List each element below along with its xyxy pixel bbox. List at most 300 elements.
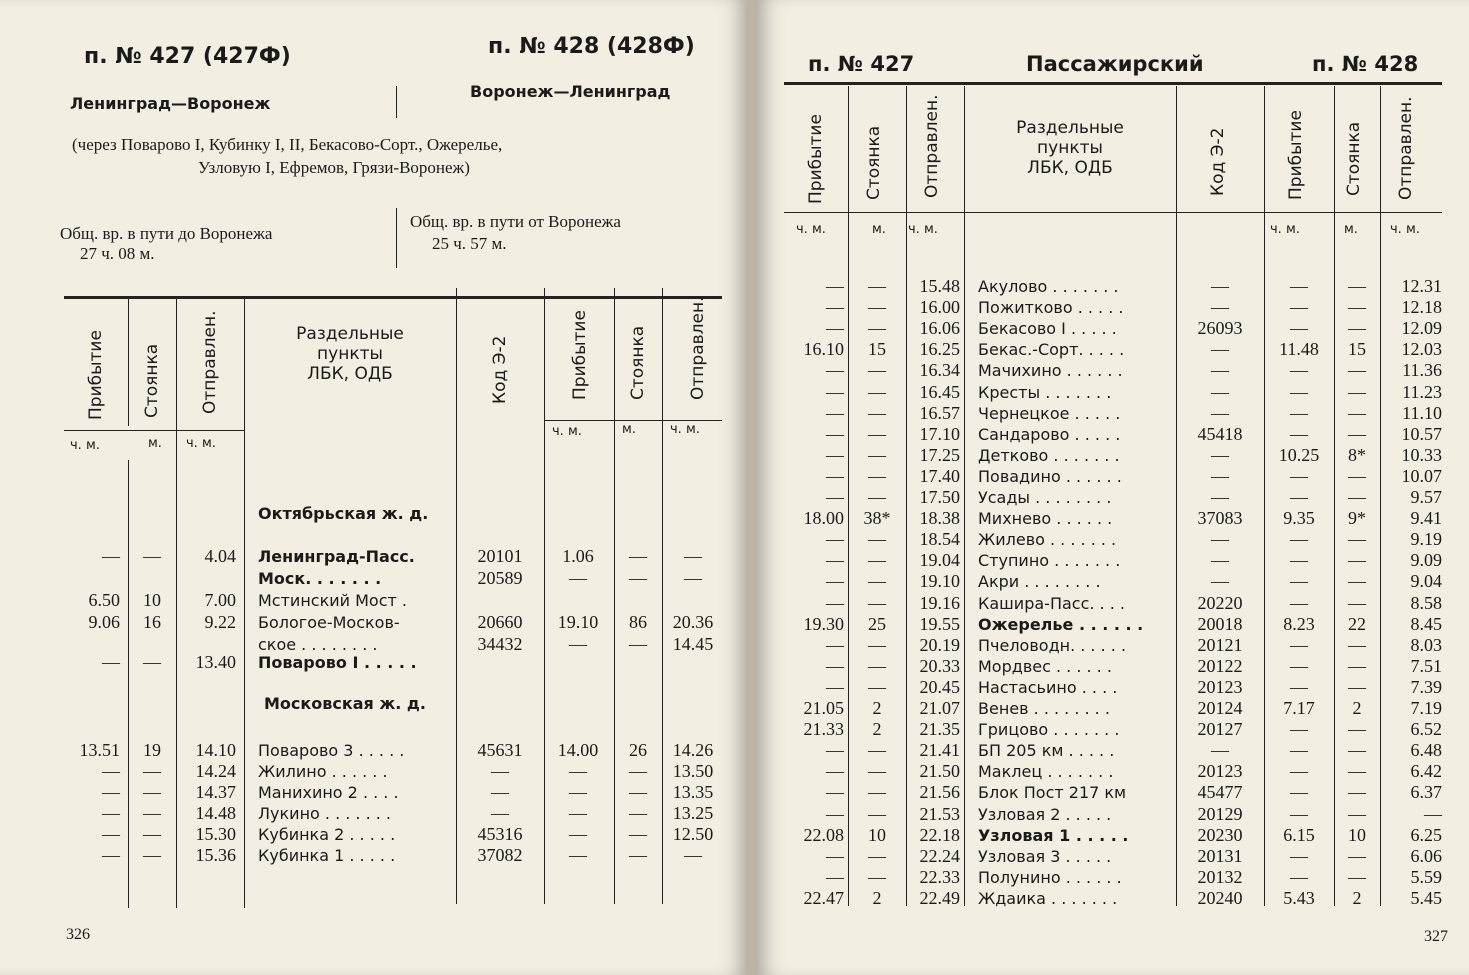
unit-label: ч. м. [552, 424, 582, 439]
station-name: ское . . . . . . . . [258, 635, 378, 654]
stop-cell: — [868, 761, 886, 782]
departure2-cell: 6.06 [1410, 845, 1442, 866]
stop2-cell: — [1348, 761, 1366, 782]
unit-label: м. [148, 436, 162, 451]
code-cell: 20121 [1197, 634, 1243, 655]
train-428-label: п. № 428 [1312, 52, 1419, 76]
departure-cell: 15.48 [919, 276, 960, 296]
departure2-cell: 9.04 [1410, 571, 1442, 592]
arrival-cell: — [826, 529, 844, 550]
departure2-cell: — [684, 845, 702, 865]
arrival-cell: — [102, 761, 120, 781]
arrival2-cell: — [1290, 318, 1308, 339]
arrival-cell: — [826, 465, 844, 486]
departure2-cell: 9.57 [1410, 487, 1442, 507]
departure2-cell: 14.45 [672, 634, 714, 654]
points-header-line1: Раздельные [1016, 118, 1124, 138]
station-name: Кубинка 2 . . . . . [258, 825, 396, 844]
arrival-cell: — [826, 655, 844, 676]
stop2-cell: 86 [629, 612, 647, 632]
arrival2-cell: — [569, 845, 587, 865]
station-name: Бекасово I . . . . . [978, 319, 1117, 339]
stop2-cell: — [629, 782, 647, 802]
arrival2-header: Прибытие [1286, 110, 1306, 200]
stop-header: Стоянка [864, 125, 884, 200]
stop2-cell: — [1348, 634, 1366, 655]
departure-cell: 16.06 [919, 318, 960, 339]
arrival2-cell: — [1290, 719, 1308, 740]
col-rule [662, 288, 663, 904]
departure2-cell: 14.26 [672, 740, 714, 760]
stop-cell: 10 [143, 590, 161, 610]
arrival-cell: — [826, 803, 844, 824]
departure-cell: 19.10 [919, 571, 960, 592]
stop-cell: — [868, 676, 886, 697]
code-cell: — [491, 761, 509, 781]
arrival2-cell: 1.06 [562, 546, 594, 566]
code-cell: 20018 [1197, 613, 1243, 634]
code-header: Код Э-2 [1208, 127, 1228, 196]
arrival-header: Прибытие [86, 330, 106, 420]
departure-cell: 22.33 [919, 866, 960, 887]
stop2-cell: — [1348, 297, 1366, 318]
arrival-cell: — [102, 845, 120, 865]
arrival2-cell: — [1290, 423, 1308, 444]
departure2-header: Отправлен. [688, 296, 708, 400]
code-cell: 20660 [477, 612, 523, 632]
unit-label: ч. м. [70, 438, 100, 453]
station-name: Жилино . . . . . . [258, 762, 388, 781]
arrival2-cell: — [1290, 592, 1308, 613]
code-cell: 20123 [1197, 761, 1243, 782]
stop2-cell: — [629, 634, 647, 654]
arrival2-cell: — [1290, 402, 1308, 423]
stop-cell: 2 [872, 719, 882, 740]
station-name: Сандарово . . . . . [978, 424, 1121, 444]
arrival-cell: — [826, 740, 844, 761]
unit-label: м. [1344, 222, 1358, 237]
arrival2-cell: — [1290, 803, 1308, 824]
total-time-428-value: 25 ч. 57 м. [432, 234, 507, 253]
code-cell: 20220 [1197, 592, 1243, 613]
arrival-cell: 21.33 [803, 719, 844, 740]
points-header [970, 118, 1170, 178]
station-name: БП 205 км . . . . . [978, 741, 1115, 761]
code-cell: 20132 [1197, 866, 1243, 887]
stop2-cell: — [1348, 487, 1366, 507]
stop2-cell: — [1348, 740, 1366, 761]
stop-cell: — [143, 546, 161, 566]
arrival2-cell: — [569, 634, 587, 654]
station-name: Блок Пост 217 км [978, 783, 1127, 803]
arrival2-cell: — [1290, 550, 1308, 571]
departure2-cell: 11.36 [1402, 360, 1442, 381]
arrival2-cell: 5.43 [1283, 887, 1315, 908]
station-name: Кашира-Пасс. . . . [978, 593, 1125, 613]
station-name: Ждаика . . . . . . . [978, 888, 1118, 908]
code-cell: 20131 [1197, 845, 1243, 866]
col-rule [544, 288, 545, 904]
departure-cell: 20.19 [919, 634, 960, 655]
arrival-cell: 13.51 [79, 740, 120, 760]
arrival-cell: — [826, 487, 844, 507]
code-cell: — [1211, 529, 1229, 550]
arrival2-cell: — [1290, 845, 1308, 866]
unit-label: ч. м. [670, 422, 700, 437]
arrival-cell: — [826, 761, 844, 782]
departure-cell: 21.50 [919, 761, 960, 782]
unit-label: м. [872, 222, 886, 237]
code-cell: — [1211, 444, 1229, 465]
departure-cell: 19.55 [919, 613, 960, 634]
station-name: Пожитково . . . . . [978, 298, 1124, 318]
departure-cell: 14.48 [195, 803, 236, 823]
arrival-cell: — [826, 297, 844, 318]
station-name: Бологое-Москов- [258, 613, 400, 632]
station-name: Полунино . . . . . . [978, 867, 1122, 887]
code-cell: — [491, 782, 509, 802]
departure2-cell: — [684, 546, 702, 566]
departure2-cell: 9.41 [1410, 508, 1442, 529]
train-427-label: п. № 427 [808, 52, 915, 76]
stop-cell: — [868, 318, 886, 339]
stop2-cell: 2 [1352, 698, 1362, 718]
departure2-cell: 6.52 [1410, 719, 1442, 740]
station-name: Маклец . . . . . . . [978, 762, 1114, 782]
departure2-cell: 10.07 [1401, 465, 1442, 486]
col-rule [964, 86, 965, 906]
col-rule [244, 298, 245, 908]
code-cell: — [1211, 550, 1229, 571]
station-name: Моск. . . . . . . [258, 569, 382, 588]
stop-cell: — [143, 845, 161, 865]
train-427-title: п. № 427 (427Ф) [84, 44, 291, 69]
departure2-cell: 13.50 [672, 761, 714, 781]
departure2-cell: — [684, 568, 702, 588]
arrival2-cell: — [569, 803, 587, 823]
unit-label: ч. м. [796, 222, 826, 237]
stop-cell: — [868, 740, 886, 761]
stop-cell: — [868, 402, 886, 423]
stop-cell: 2 [872, 887, 882, 908]
arrival-cell: — [826, 550, 844, 571]
departure2-cell: 10.57 [1401, 423, 1442, 444]
departure-cell: 21.53 [919, 803, 960, 824]
station-name: Ступино . . . . . . . [978, 551, 1121, 571]
departure2-cell: 5.59 [1410, 866, 1442, 887]
arrival-cell: — [826, 592, 844, 613]
departure-cell: 21.35 [919, 719, 960, 740]
departure2-cell: 13.25 [672, 803, 714, 823]
stop-cell: — [868, 655, 886, 676]
arrival2-cell: — [1290, 655, 1308, 676]
departure-cell: 14.10 [195, 740, 236, 760]
stop-cell: — [868, 465, 886, 486]
station-name: Акри . . . . . . . . [978, 572, 1101, 592]
total-time-428-label: Общ. вр. в пути от Воронежа [410, 212, 621, 231]
departure-cell: 22.24 [919, 845, 960, 866]
arrival2-cell: — [1290, 866, 1308, 887]
arrival2-cell: — [1290, 297, 1308, 318]
route-427: Ленинград—Воронеж [70, 94, 271, 113]
stop2-cell: — [1348, 465, 1366, 486]
points-header-line3: ЛБК, ОДБ [307, 364, 393, 384]
arrival2-cell: — [1290, 676, 1308, 697]
departure2-cell: 7.51 [1410, 655, 1442, 676]
col-rule [1176, 86, 1177, 906]
departure2-cell: 12.50 [672, 824, 714, 844]
departure-cell: 16.34 [919, 360, 960, 381]
unit-label: м. [622, 422, 636, 437]
arrival2-cell: — [569, 761, 587, 781]
code-cell: — [1211, 297, 1229, 318]
stop2-cell: 26 [629, 740, 647, 760]
stop-cell: — [868, 381, 886, 402]
departure-cell: 18.38 [919, 508, 960, 529]
departure2-cell: 8.03 [1410, 634, 1442, 655]
col-rule [1334, 86, 1335, 906]
code-cell: 34432 [477, 634, 523, 654]
col-rule [176, 298, 177, 908]
departure-cell: 18.54 [919, 529, 960, 550]
arrival-cell: 19.30 [803, 613, 844, 634]
stop2-cell: — [629, 568, 647, 588]
departure2-cell: 12.09 [1401, 318, 1442, 339]
stop2-cell: — [1348, 592, 1366, 613]
departure-cell: 21.41 [919, 740, 960, 761]
departure-cell: 7.00 [204, 590, 236, 610]
stop-cell: — [143, 761, 161, 781]
col-rule [128, 460, 129, 908]
arrival2-cell: 6.15 [1283, 824, 1315, 845]
stop-cell: 38* [863, 508, 891, 529]
header-rule [64, 430, 244, 431]
code-cell: 20124 [1197, 698, 1243, 718]
stop-cell: — [868, 592, 886, 613]
code-cell: — [1211, 339, 1229, 360]
arrival2-cell: — [569, 782, 587, 802]
station-name: Кресты . . . . . . . [978, 382, 1112, 402]
header-rule [784, 212, 1442, 213]
departure2-cell: 12.31 [1401, 276, 1442, 296]
departure2-cell: 11.10 [1402, 402, 1442, 423]
points-header-line1: Раздельные [296, 324, 404, 344]
arrival2-cell: — [1290, 465, 1308, 486]
stop2-cell: — [629, 546, 647, 566]
col-rule [848, 86, 849, 906]
stop-cell: — [868, 550, 886, 571]
arrival-cell: — [826, 318, 844, 339]
total-time-427-value: 27 ч. 08 м. [80, 244, 155, 263]
via-line-1: (через Поварово I, Кубинку I, II, Бекасово-Сорт., Ожерелье, [72, 135, 503, 154]
stop-cell: — [868, 866, 886, 887]
departure2-cell: 20.36 [672, 612, 714, 632]
arrival-cell: — [826, 276, 844, 296]
stop2-cell: — [1348, 719, 1366, 740]
arrival-cell: 21.05 [803, 698, 844, 718]
railway-october: Октябрьская ж. д. [258, 504, 429, 523]
stop-header: Стоянка [142, 343, 162, 418]
stop2-header: Стоянка [628, 325, 648, 400]
col-rule [1380, 86, 1381, 906]
departure-cell: 16.25 [919, 339, 960, 360]
arrival-cell: — [826, 402, 844, 423]
stop-cell: — [143, 824, 161, 844]
code-cell: — [1211, 740, 1229, 761]
departure2-cell: 7.19 [1410, 698, 1442, 718]
col-rule [614, 288, 615, 904]
station-name: Настасьино . . . . [978, 677, 1118, 697]
stop2-cell: — [629, 761, 647, 781]
departure2-cell: 6.48 [1410, 740, 1442, 761]
station-name: Михнево . . . . . . [978, 509, 1113, 529]
departure2-header: Отправлен. [1396, 96, 1416, 200]
arrival2-cell: — [1290, 571, 1308, 592]
departure2-cell: 13.35 [672, 782, 714, 802]
code-cell: 26093 [1197, 318, 1243, 339]
col-rule [128, 298, 129, 426]
departure2-cell: 10.33 [1401, 444, 1442, 465]
arrival-cell: 6.50 [88, 590, 120, 610]
table-top-rule [784, 82, 1442, 85]
departure2-cell: 5.45 [1410, 887, 1442, 908]
stop-cell: 2 [872, 698, 882, 718]
arrival2-cell: 7.17 [1283, 698, 1315, 718]
departure-header: Отправлен. [200, 310, 220, 414]
departure2-cell: 9.09 [1410, 550, 1442, 571]
departure2-cell: 8.58 [1410, 592, 1442, 613]
stop-cell: — [868, 297, 886, 318]
code-cell: 20123 [1197, 676, 1243, 697]
station-name: Детково . . . . . . . [978, 445, 1120, 465]
arrival2-cell: 9.35 [1283, 508, 1315, 529]
arrival-cell: 16.10 [803, 339, 844, 360]
code-cell: — [1211, 402, 1229, 423]
station-name: Чернецкое . . . . . [978, 403, 1121, 423]
departure-header: Отправлен. [922, 94, 942, 198]
departure-cell: 13.40 [195, 652, 236, 672]
code-cell: 37083 [1197, 508, 1243, 529]
code-cell: 20129 [1197, 803, 1243, 824]
departure-cell: 17.50 [919, 487, 960, 507]
arrival2-cell: 10.25 [1278, 444, 1320, 465]
stop-cell: — [143, 803, 161, 823]
arrival2-cell: 14.00 [557, 740, 599, 760]
stop-cell: — [868, 529, 886, 550]
departure-cell: 16.00 [919, 297, 960, 318]
stop2-cell: — [1348, 423, 1366, 444]
arrival-cell: — [826, 782, 844, 803]
page-number-right: 327 [1424, 928, 1448, 945]
stop-cell: — [868, 571, 886, 592]
departure-cell: 15.30 [195, 824, 236, 844]
header-rule [544, 420, 722, 421]
page-number-left: 326 [66, 926, 90, 943]
station-name: Поварово 3 . . . . . [258, 741, 405, 760]
station-name: Узловая 2 . . . . . [978, 804, 1112, 824]
departure2-cell: 8.45 [1410, 613, 1442, 634]
stop-cell: — [868, 276, 886, 296]
code-cell: 20240 [1197, 887, 1243, 908]
arrival2-cell: — [569, 568, 587, 588]
unit-label: ч. м. [186, 436, 216, 451]
departure2-cell: 6.25 [1410, 824, 1442, 845]
stop2-cell: 9* [1348, 508, 1366, 529]
unit-label: ч. м. [908, 222, 938, 237]
departure-cell: 16.57 [919, 402, 960, 423]
departure-cell: 17.40 [919, 465, 960, 486]
route-428: Воронеж—Ленинград [470, 82, 671, 101]
code-cell: 20127 [1197, 719, 1243, 740]
stop2-cell: — [1348, 782, 1366, 803]
arrival-cell: — [826, 676, 844, 697]
stop-cell: — [868, 487, 886, 507]
stop-cell: — [143, 652, 161, 672]
station-name: Мстинский Мост . [258, 591, 408, 610]
table-top-rule-inner [64, 296, 722, 297]
arrival2-cell: — [1290, 381, 1308, 402]
stop2-cell: — [629, 824, 647, 844]
code-cell: 20230 [1197, 824, 1243, 845]
arrival2-cell: — [1290, 740, 1308, 761]
arrival-cell: — [826, 381, 844, 402]
stop2-cell: — [1348, 550, 1366, 571]
departure-cell: 19.16 [919, 592, 960, 613]
stop-cell: 10 [868, 824, 886, 845]
station-name: Акулово . . . . . . . [978, 277, 1119, 296]
arrival2-cell: — [1290, 761, 1308, 782]
code-cell: — [1211, 360, 1229, 381]
total-time-427-label: Общ. вр. в пути до Воронежа [60, 224, 273, 243]
departure2-cell: 6.42 [1410, 761, 1442, 782]
stop2-cell: — [1348, 360, 1366, 381]
stop2-cell: — [1348, 803, 1366, 824]
points-header-line3: ЛБК, ОДБ [1027, 158, 1113, 178]
stop-cell: — [868, 423, 886, 444]
arrival2-cell: — [1290, 782, 1308, 803]
stop2-cell: 15 [1348, 339, 1366, 360]
station-name: Узловая 1 . . . . . [978, 825, 1129, 845]
stop-cell: — [868, 782, 886, 803]
stop2-cell: — [629, 803, 647, 823]
code-cell: — [1211, 487, 1229, 507]
col-rule [1264, 86, 1265, 906]
stop-cell: — [868, 845, 886, 866]
arrival-cell: — [826, 634, 844, 655]
departure-cell: 19.04 [919, 550, 960, 571]
departure-cell: 15.36 [195, 845, 236, 865]
stop2-cell: — [1348, 655, 1366, 676]
stop-cell: 25 [868, 613, 886, 634]
arrival-cell: — [826, 360, 844, 381]
stop-cell: — [868, 803, 886, 824]
station-name: Узловая 3 . . . . . [978, 846, 1112, 866]
departure-cell: 14.37 [195, 782, 236, 802]
departure-cell: 17.25 [919, 444, 960, 465]
station-name: Грицово . . . . . . . [978, 720, 1120, 740]
departure-cell: 16.45 [919, 381, 960, 402]
stop2-cell: — [1348, 571, 1366, 592]
departure2-cell: 12.03 [1401, 339, 1442, 360]
departure-cell: 17.10 [919, 423, 960, 444]
departure2-cell: 11.23 [1402, 381, 1442, 402]
departure-cell: 21.56 [919, 782, 960, 803]
arrival2-cell: — [1290, 634, 1308, 655]
arrival-cell: — [102, 824, 120, 844]
arrival-cell: — [826, 866, 844, 887]
total-divider [396, 208, 397, 268]
arrival-cell: — [102, 803, 120, 823]
